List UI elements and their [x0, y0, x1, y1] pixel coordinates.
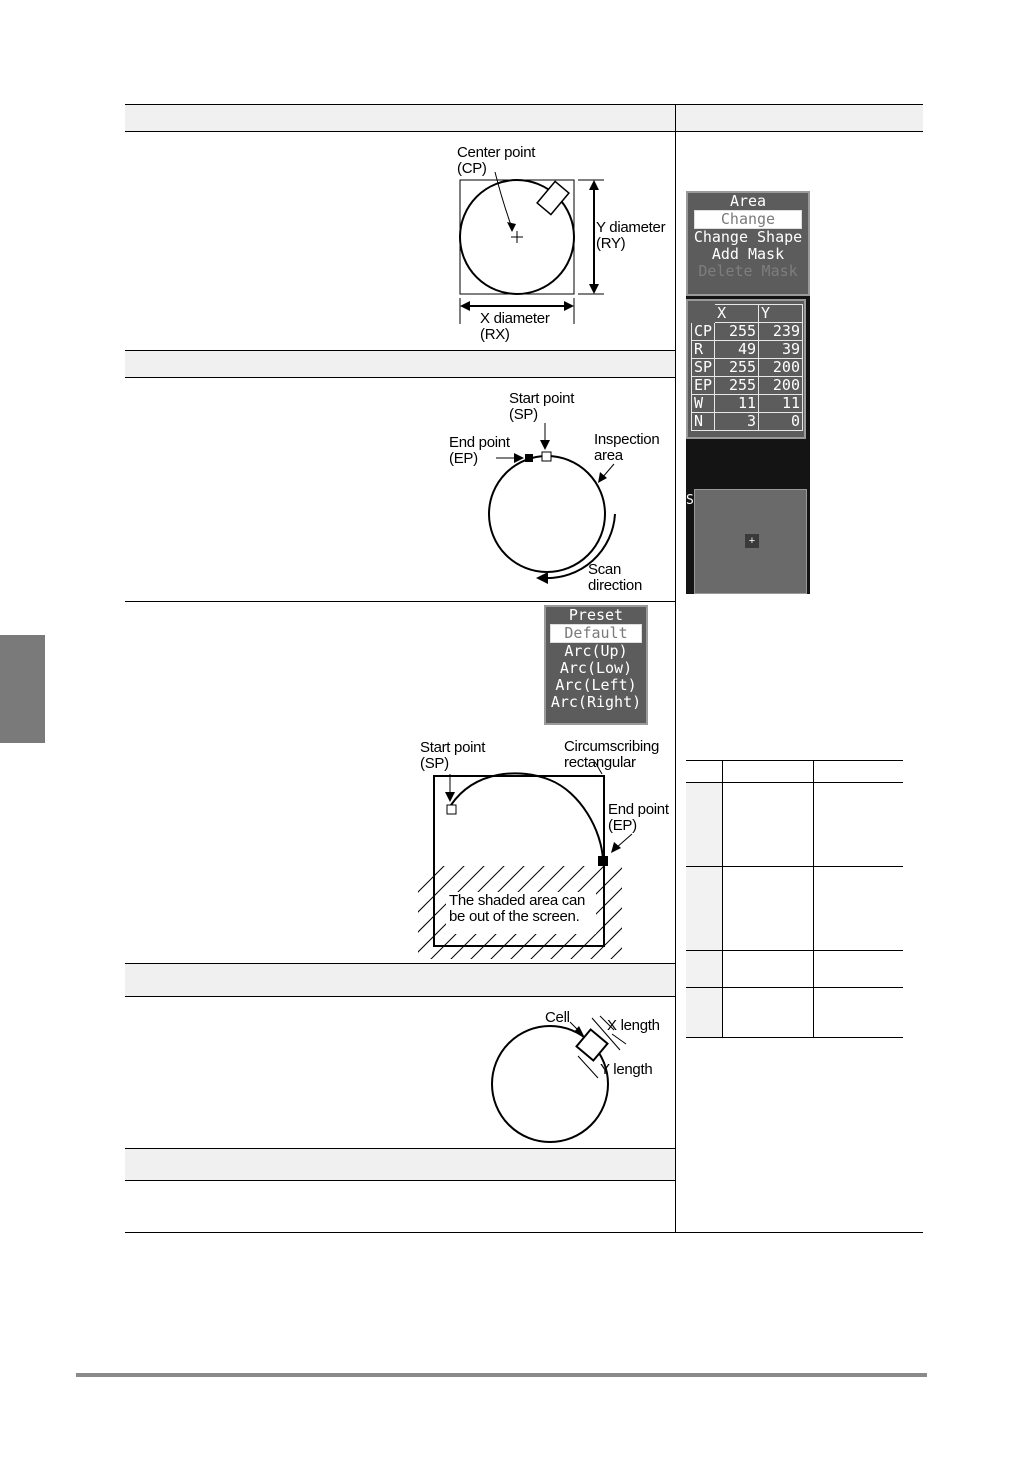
y-length-label: Y length [600, 1061, 653, 1078]
side-table-key-cell [686, 988, 722, 1037]
coord-header-blank [692, 305, 715, 323]
y-diameter-label: Y diameter (RY) [596, 219, 666, 252]
side-table-key-cell [686, 867, 722, 950]
area-menu-change[interactable]: Change [694, 210, 802, 229]
section-band-5 [125, 1149, 675, 1180]
section-rule [125, 996, 675, 997]
coord-panel [686, 299, 806, 439]
area-menu-add-mask[interactable]: Add Mask [711, 245, 785, 263]
coord-key: SP [692, 359, 715, 377]
coord-x[interactable]: 255 [715, 359, 759, 377]
coord-y[interactable]: 239 [759, 323, 803, 341]
coord-header-x: X [715, 305, 759, 323]
section-rule [125, 377, 675, 378]
section-rule [125, 1180, 675, 1181]
side-table-rule [686, 1037, 903, 1038]
preset-arc-low[interactable]: Arc(Low) [559, 659, 633, 677]
circumscribing-label: Circumscribing rectangular [564, 738, 659, 771]
arc-start-point-label: Start point (SP) [420, 739, 486, 772]
coord-x[interactable]: 49 [715, 341, 759, 359]
footer-rule [76, 1373, 927, 1377]
preset-default[interactable]: Default [550, 624, 642, 643]
area-menu-title: Area [729, 192, 767, 210]
coord-y[interactable]: 11 [759, 395, 803, 413]
coord-y[interactable]: 200 [759, 359, 803, 377]
coord-key: N [692, 413, 715, 431]
screen-side-label: S [686, 493, 694, 508]
crosshair-icon: + [745, 534, 759, 548]
area-menu [686, 191, 810, 296]
coord-key: CP [692, 323, 715, 341]
side-table-key-cell [686, 951, 722, 987]
coord-x[interactable]: 255 [715, 323, 759, 341]
preset-arc-left[interactable]: Arc(Left) [555, 676, 637, 694]
coord-x[interactable]: 11 [715, 395, 759, 413]
shaded-area-note: The shaded area can be out of the screen. [449, 892, 586, 925]
side-table-divider [722, 760, 723, 1037]
coord-row [692, 377, 803, 395]
coord-key: EP [692, 377, 715, 395]
screen-viewport[interactable] [694, 489, 807, 594]
section-band-4 [125, 964, 675, 996]
coord-y[interactable]: 39 [759, 341, 803, 359]
coord-row [692, 323, 803, 341]
scan-direction-label: Scan direction [588, 561, 642, 594]
table-bottom-rule [125, 1232, 923, 1233]
section-rule [125, 601, 675, 602]
side-table-key-cell [686, 783, 722, 866]
coord-key: R [692, 341, 715, 359]
coord-key: W [692, 395, 715, 413]
coord-row [692, 359, 803, 377]
preset-arc-up[interactable]: Arc(Up) [564, 642, 628, 660]
coord-y[interactable]: 200 [759, 377, 803, 395]
preset-menu-title: Preset [568, 606, 624, 624]
side-table-divider [813, 760, 814, 1037]
coord-x[interactable]: 3 [715, 413, 759, 431]
column-divider [675, 104, 676, 1233]
x-length-label: X length [607, 1017, 660, 1034]
coord-y[interactable]: 0 [759, 413, 803, 431]
cell-label: Cell [545, 1009, 570, 1026]
coord-row [692, 395, 803, 413]
center-point-label: Center point (CP) [457, 144, 536, 177]
coord-row [692, 341, 803, 359]
end-point-label: End point (EP) [449, 434, 510, 467]
area-menu-change-shape[interactable]: Change Shape [693, 228, 803, 246]
coord-row [692, 413, 803, 431]
inspection-area-label: Inspection area [594, 431, 660, 464]
preset-menu [544, 605, 648, 725]
x-diameter-label: X diameter (RX) [480, 310, 550, 343]
coord-header-y: Y [759, 305, 803, 323]
header-bottom-rule [125, 131, 923, 132]
area-menu-delete-mask: Delete Mask [698, 262, 798, 280]
arc-end-point-label: End point (EP) [608, 801, 669, 834]
header-band [125, 105, 923, 131]
section-band-2 [125, 351, 675, 377]
side-table-rule [686, 760, 903, 761]
chapter-tab [0, 635, 45, 743]
preset-arc-right[interactable]: Arc(Right) [550, 693, 642, 711]
area-screen [686, 191, 810, 594]
coord-table [691, 304, 803, 431]
coord-x[interactable]: 255 [715, 377, 759, 395]
start-point-label: Start point (SP) [509, 390, 575, 423]
